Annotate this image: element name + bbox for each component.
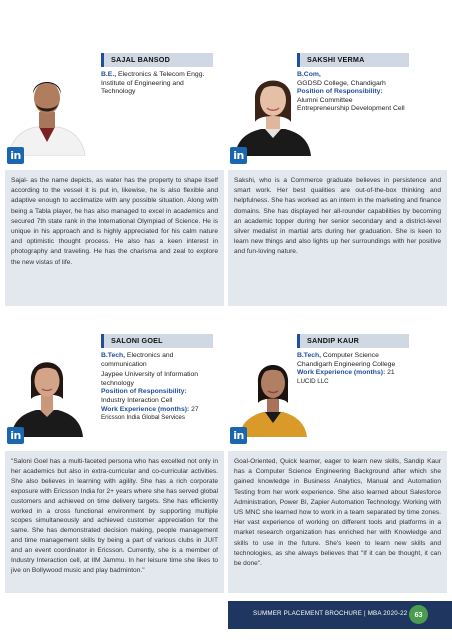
profile-name: SANDIP KAUR bbox=[307, 336, 359, 345]
profile-name: SAKSHI VERMA bbox=[307, 55, 365, 64]
profile-info-sajal bbox=[101, 71, 223, 97]
por-line-2: Entrepreneurship Development Cell bbox=[297, 105, 405, 113]
profile-description: Sakshi, who is a Commerce graduate believes in persistence and smart work. Her best qualities are out-of-the-box thinking and helpfulness. She has worked as an intern in the marketing and finance domains. She has displayed her all-rounder capabilities by becoming an academic topper during her senior secondary and a district-level silver medalist in martial arts during her graduation. She is keen to learn new things and also lights up her surroundings with her positive and fun-loving nature. bbox=[234, 177, 441, 256]
degree-label: B.E., bbox=[101, 71, 117, 78]
name-tab-sandip bbox=[297, 334, 409, 348]
por-label: Position of Responsibility: bbox=[101, 388, 187, 396]
profile-name: SAJAL BANSOD bbox=[111, 55, 170, 64]
profile-info-sakshi bbox=[297, 71, 447, 114]
profile-photo-saloni bbox=[5, 333, 89, 437]
degree-detail: Electronics & Telecom Engg. bbox=[116, 71, 205, 78]
linkedin-icon[interactable]: in bbox=[7, 147, 24, 164]
institute-line-1: Chandigarh Engineering College bbox=[297, 360, 396, 368]
description-box-sakshi bbox=[228, 170, 447, 306]
work-line bbox=[101, 406, 223, 415]
degree-line bbox=[297, 352, 447, 361]
page-number-badge: 63 bbox=[409, 605, 428, 624]
company-name: Ericsson India Global Services bbox=[101, 414, 185, 422]
name-tab-saloni bbox=[101, 334, 213, 348]
institute-line-1: GGDSD College, Chandigarh bbox=[297, 79, 386, 87]
name-tab-sajal bbox=[101, 53, 213, 67]
name-tab-sakshi bbox=[297, 53, 409, 67]
institute-line-1: Jaypee University of Information bbox=[101, 371, 199, 379]
degree-detail: Computer Science bbox=[321, 352, 379, 359]
linkedin-icon[interactable]: in bbox=[230, 427, 247, 444]
degree-line bbox=[101, 71, 223, 80]
company-name: LUCID LLC bbox=[297, 377, 329, 385]
institute-line-2: Technology bbox=[101, 88, 136, 96]
degree-line bbox=[101, 352, 223, 361]
profile-description: Sajal- as the name depicts, as water has the property to shape itself according to the vessel it is put in, likewise, he is also flexible and adaptive enough to acclimatize with any possible situation. Along with being a Tabla player, he has also managed to excel in academics and secured 7th state rank in the International Olympiad of Science. He is unique in his approach and is highly appreciated for his calm nature and optimistic thought process. He also has a keen interest in photography and traveling. He has the charisma and zeal to explore the new vistas of life. bbox=[11, 177, 218, 266]
por-line-1: Industry Interaction Cell bbox=[101, 396, 173, 404]
degree-label: B.Com, bbox=[297, 71, 321, 78]
profile-name: SALONI GOEL bbox=[111, 336, 163, 345]
work-value: 21 bbox=[385, 369, 395, 377]
profile-info-sandip bbox=[297, 352, 447, 386]
degree-label: B.Tech, bbox=[297, 352, 322, 359]
profile-description: "Saloni Goel has a multi-faceted persona who has excelled not only in her academics but also in extra-curricular and co-curricular activities. She also believes in learning with agility. She has a rich corporate exposure with Ericsson India for 2+ years where she has served global customers and achieved on time delivery targets. She has efficiently worked in a cross functional environment by supporting multiple scopes simultaneously and achieved customer appreciation for the same. She has demonstrated decision making, people management and time management skills by being a part of various clubs in JUIT and an event coordinator in Ericsson. Currently, she is a member of Industry Interaction cell, at IIM Jammu. In her leisure time she likes to jive on Bollywood music and play badminton." bbox=[11, 458, 218, 574]
por-line-1: Alumni Committee bbox=[297, 96, 353, 104]
degree-line-2: communication bbox=[101, 360, 147, 368]
degree-detail: Electronics and bbox=[125, 352, 174, 359]
work-label: Work Experience (months): bbox=[101, 405, 190, 413]
institute-line-1: Institute of Engineering and bbox=[101, 79, 184, 87]
degree-label: B.Tech, bbox=[101, 352, 126, 359]
por-label: Position of Responsibility: bbox=[297, 88, 383, 96]
profile-description: Goal-Oriented, Quick learner, eager to learn new skills, Sandip Kaur has a Computer Science Engineering Background after which she gained knowledge in Business Analytics, Manual and Automation Testing from her work experience. She also learned about Salesforce Administration, Power BI, Zapier Automation Technology. Working with US MNC she learned how to work in a team separated by time zones. Her vast experience of working on different tools and platforms in a market research organization has enriched her with Knowledge and skills to use in the future. She's keen to learn new skills and technologies, as she always believes that "If it can be thought, it can be done". bbox=[234, 458, 441, 568]
profile-info-saloni bbox=[101, 352, 223, 423]
work-value: 27 bbox=[189, 405, 199, 413]
linkedin-icon[interactable]: in bbox=[7, 427, 24, 444]
work-line bbox=[297, 369, 447, 378]
footer-title: SUMMER PLACEMENT BROCHURE | MBA 2020-22 bbox=[253, 610, 408, 617]
description-box-sandip bbox=[228, 451, 447, 593]
description-box-saloni bbox=[5, 451, 224, 593]
profile-photo-sajal bbox=[5, 52, 89, 156]
linkedin-icon[interactable]: in bbox=[230, 147, 247, 164]
institute-line-2: technology bbox=[101, 379, 134, 387]
work-label: Work Experience (months): bbox=[297, 369, 386, 377]
description-box-sajal bbox=[5, 170, 224, 306]
